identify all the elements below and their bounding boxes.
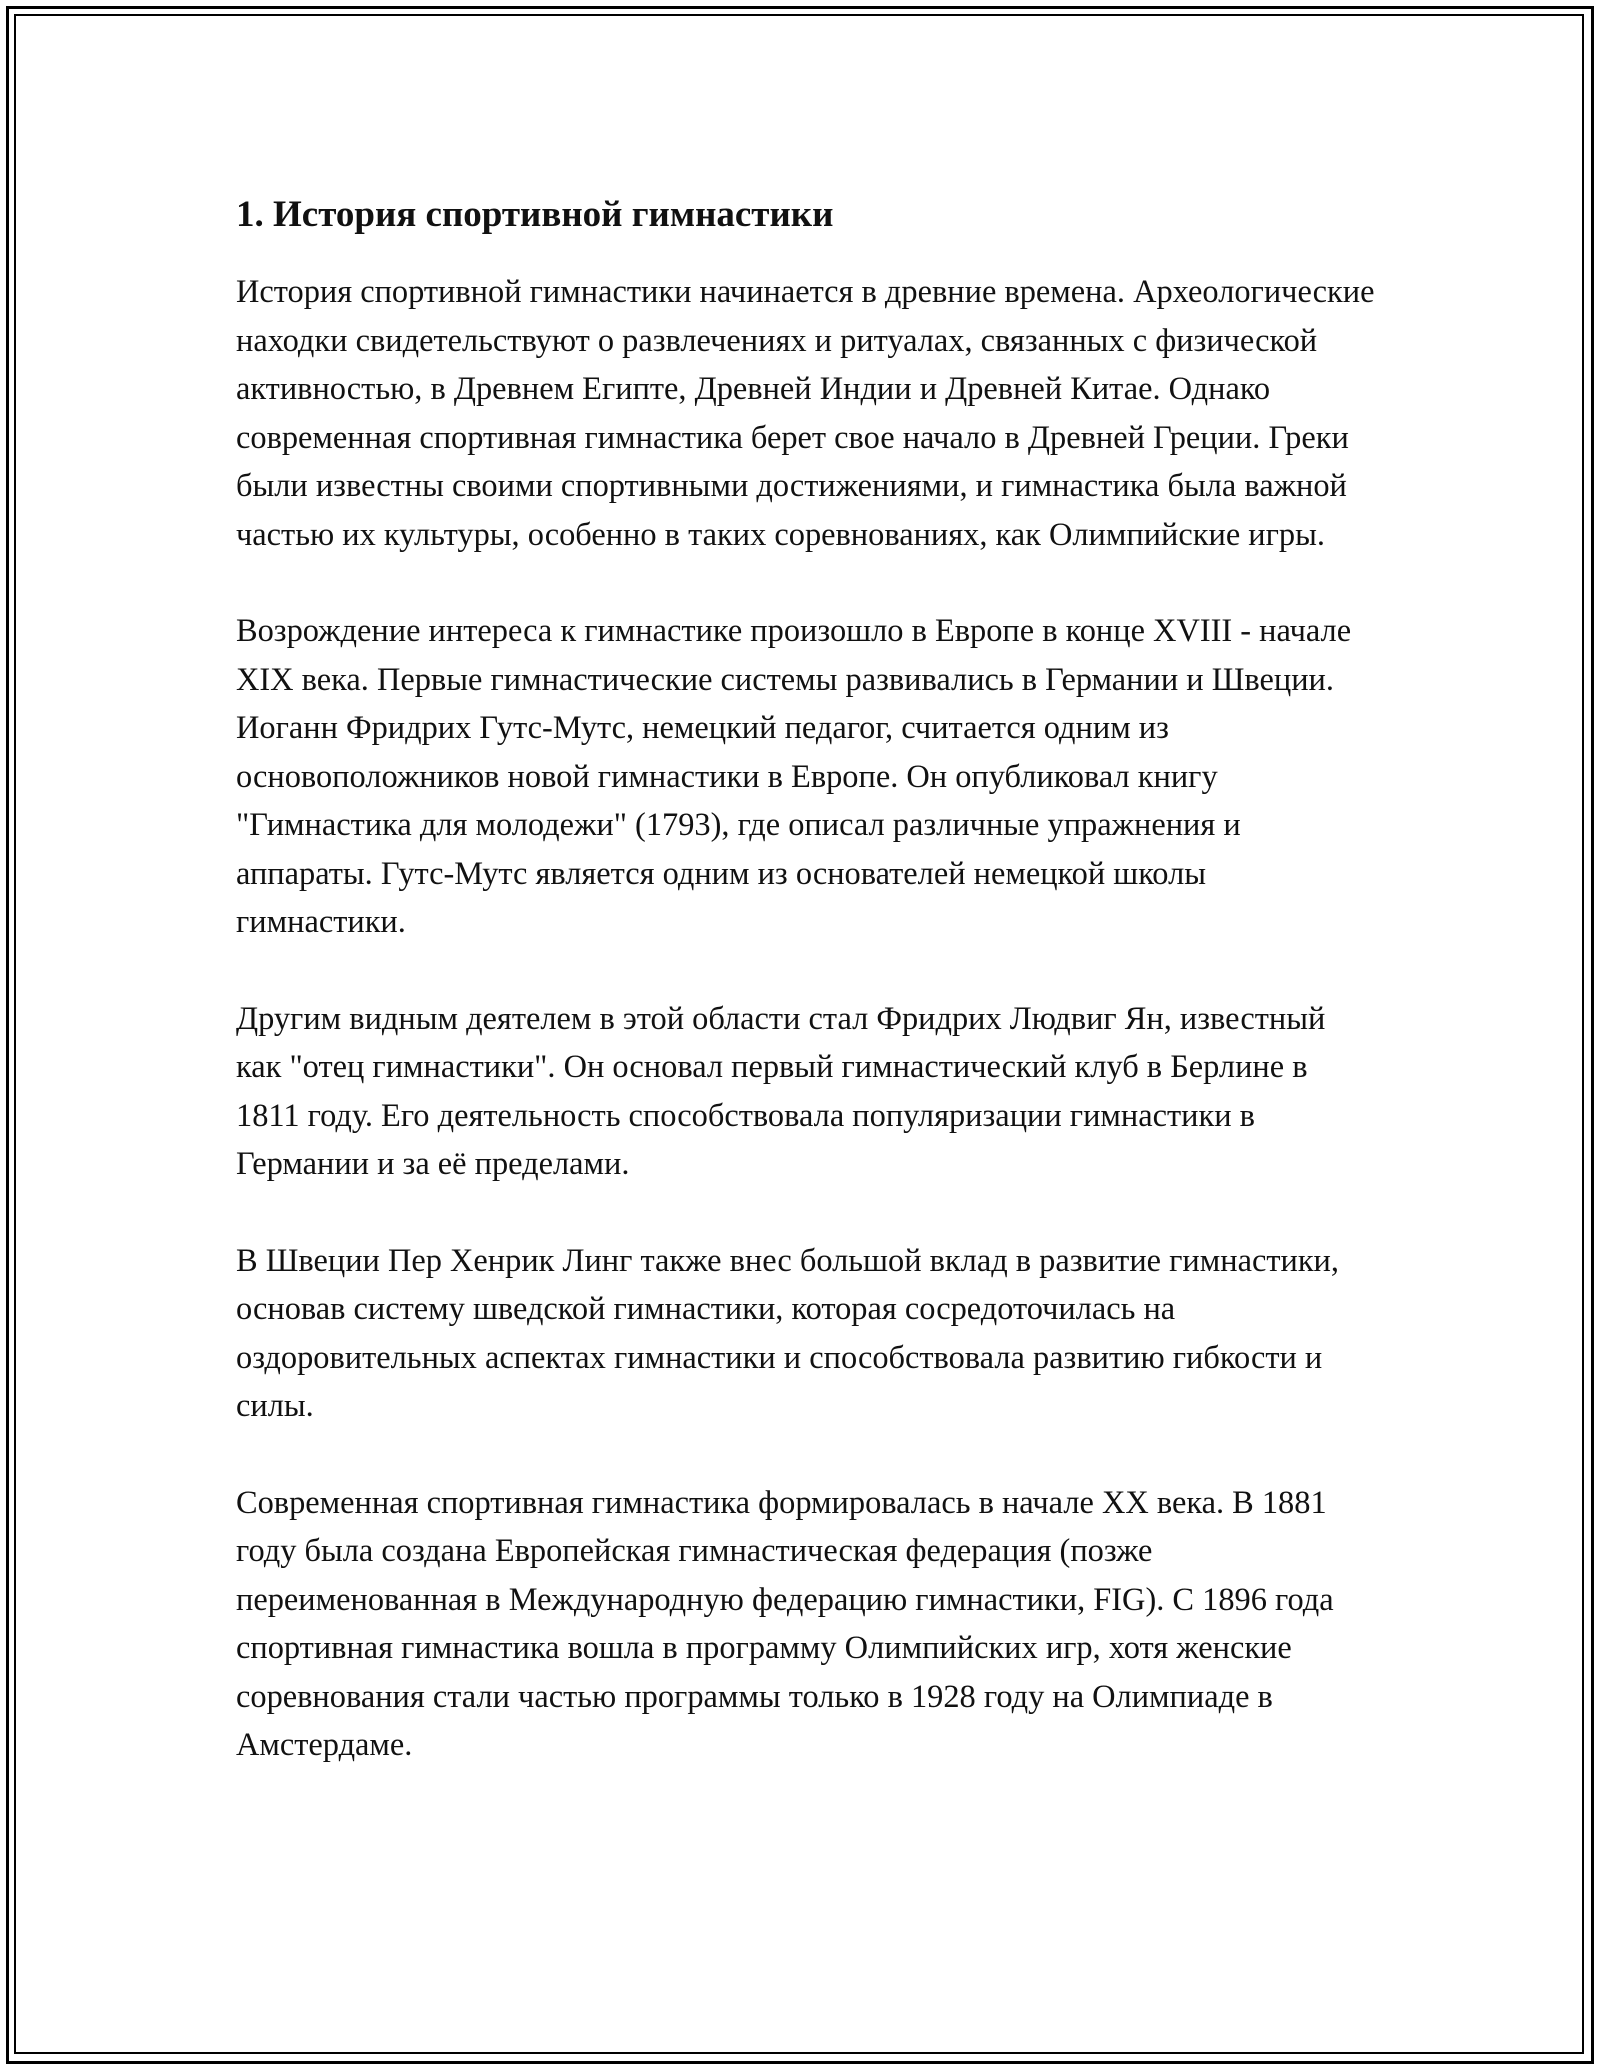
paragraph-ancient-history: История спортивной гимнастики начинается в древние времена. Археологические находки свидетельствуют о развлечениях и ритуалах, связанных с физической активностью, в Древнем Египте, Древней Индии и Древней Китае. Однако современная спортивная гимнастика берет свое начало в Древней Греции. Греки были известны своими спортивными достижениями, и гимнастика была важной частью их культуры, особенно в таких соревнованиях, как Олимпийские игры. (236, 274, 1375, 553)
paragraph-jahn: Другим видным деятелем в этой области стал Фридрих Людвиг Ян, известный как "отец гимнастики". Он основал первый гимнастический клуб в Берлине в 1811 году. Его деятельность способствовала популяризации гимнастики в Германии и за её пределами. (236, 1000, 1326, 1182)
paragraph-ling: В Швеции Пер Хенрик Линг также внес большой вклад в развитие гимнастики, основав систему шведской гимнастики, которая сосредоточилась на оздоровительных аспектах гимнастики и способствовала развитию гибкости и силы. (236, 1242, 1339, 1424)
document-body (236, 186, 1376, 1770)
paragraph-european-revival: Возрождение интереса к гимнастике произошло в Европе в конце XVIII - начале XIX века. Первые гимнастические системы развивались в Германии и Швеции. Иоганн Фридрих Гутс-Мутс, немецкий педагог, считается одним из основоположников новой гимнастики в Европе. Он опубликовал книгу "Гимнастика для молодежи" (1793), где описал различные упражнения и аппараты. Гутс-Мутс является одним из основателей немецкой школы гимнастики. (236, 613, 1352, 940)
paragraph-modern-gymnastics: Современная спортивная гимнастика формировалась в начале XX века. В 1881 году была создана Европейская гимнастическая федерация (позже переименованная в Международную федерацию гимнастики, FIG). С 1896 года спортивная гимнастика вошла в программу Олимпийских игр, хотя женские соревнования стали частью программы только в 1928 году на Олимпиаде в Амстердаме. (236, 1484, 1334, 1763)
section-heading: 1. История спортивной гимнастики (236, 194, 834, 235)
